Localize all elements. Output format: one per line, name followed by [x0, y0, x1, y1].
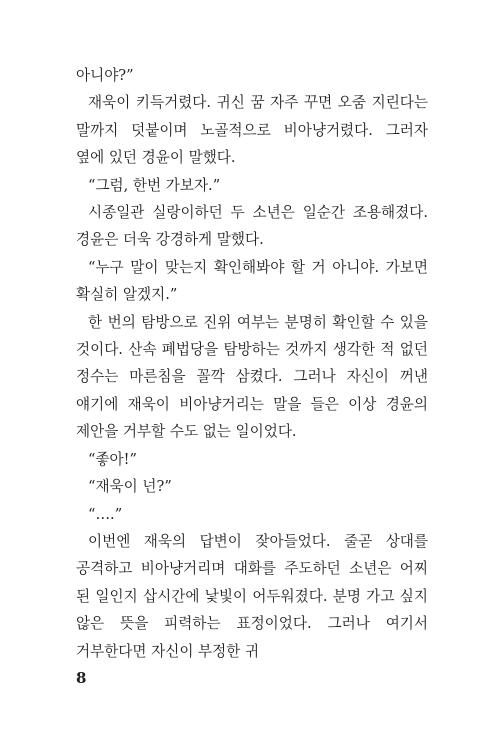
paragraph: 한 번의 탐방으로 진위 여부는 분명히 확인할 수 있을 것이다. 산속 폐법당을 탐방하는 것까지 생각한 적 없던 정수는 마른침을 꼴깍 삼켰다. 그러나 자신이 꺼낸 얘기에 재욱이 비아냥거리는 말을 들은 이상 경윤의 제안을 거부할 수도 없는 일이었다.	[76, 313, 428, 441]
body-text	[76, 62, 428, 665]
dialogue-line: “그럼, 한번 가보자.”	[88, 176, 221, 194]
page-number: 8	[76, 669, 87, 687]
paragraph: 이번엔 재욱의 답변이 잦아들었다. 줄곧 상대를 공격하고 비아냥거리며 대화를 주도하던 소년은 어찌 된 일인지 삽시간에 낯빛이 어두워졌다. 분명 가고 싶지 않은 뜻을 피력하는 표정이었다. 그러나 여기서 거부한다면 자신이 부정한 귀	[76, 532, 428, 660]
paragraph: 시종일관 실랑이하던 두 소년은 일순간 조용해졌다. 경윤은 더욱 강경하게 말했다.	[76, 204, 428, 249]
dialogue-line: “좋아!”	[88, 450, 137, 468]
dialogue-line: “….”	[88, 505, 123, 523]
paragraph: 재욱이 키득거렸다. 귀신 꿈 자주 꾸면 오줌 지린다는 말까지 덧붙이며 노골적으로 비아냥거렸다. 그러자 옆에 있던 경윤이 말했다.	[76, 94, 428, 167]
paragraph: 아니야?”	[76, 67, 134, 84]
dialogue-line: “재욱이 넌?”	[88, 478, 172, 496]
dialogue-line: “누구 말이 맞는지 확인해봐야 할 거 아니야. 가보면 확실히 알겠지.”	[76, 258, 428, 304]
